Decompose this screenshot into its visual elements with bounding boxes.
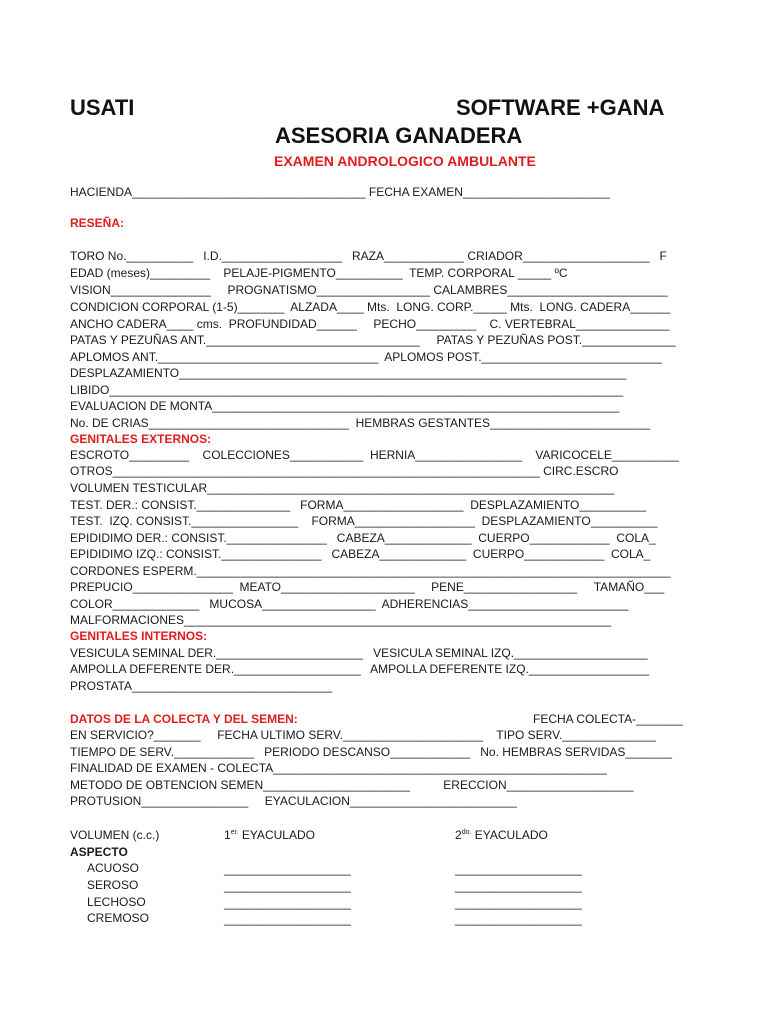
section-heading-resena: RESEÑA: [70,216,125,230]
form-line: VISION_______________ PROGNATISMO_________________ CALAMBRES________________________ [70,283,668,297]
form-line: EPIDIDIMO DER.: CONSIST._______________ CABEZA_____________ CUERPO____________ COLA_ [70,531,656,545]
form-line: PROSTATA______________________________ [70,679,333,693]
form-line: TIEMPO DE SERV.____________ PERIODO DESCANSO____________ No. HEMBRAS SERVIDAS_______ [70,745,673,759]
form-line: ANCHO CADERA____ cms. PROFUNDIDAD______ PECHO_________ C. VERTEBRAL______________ [70,317,670,331]
aspecto-blank-col2: ___________________ [455,912,582,926]
form-line: COLOR_____________ MUCOSA_________________ ADHERENCIAS________________________ [70,597,629,611]
col-header-primer-eyaculado: $1^{er.}$ EYACULADO [224,828,315,842]
form-line: METODO DE OBTENCION SEMEN______________________ ERECCION___________________ [70,778,634,792]
aspecto-row-label: ACUOSO [87,861,140,875]
hacienda-line: HACIENDA___________________________________ FECHA EXAMEN______________________ [70,185,610,199]
form-line: ESCROTO_________ COLECCIONES___________ HERNIA________________ VARICOCELE__________ [70,448,679,462]
aspecto-blank-col2: ___________________ [455,896,582,910]
form-line: VOLUMEN TESTICULAR_____________________________________________________________ [70,481,615,495]
form-line: PROTUSION________________ EYACULACION_________________________ [70,794,517,808]
page-subtitle: EXAMEN ANDROLOGICO AMBULANTE [274,153,536,169]
form-line: CONDICION CORPORAL (1-5)_______ ALZADA____ Mts. LONG. CORP._____ Mts. LONG. CADERA______ [70,300,671,314]
section-heading-genitales-externos: GENITALES EXTERNOS: [70,432,212,446]
form-line: LIBIDO_____________________________________________________________________________ [70,383,624,397]
aspecto-heading: ASPECTO [70,845,128,859]
form-line: PREPUCIO_______________ MEATO____________________ PENE_________________ TAMAÑO___ [70,580,665,594]
aspecto-blank-col1: ___________________ [224,879,351,893]
form-line: APLOMOS ANT._________________________________ APLOMOS POST.___________________________ [70,350,662,364]
fecha-colecta-field: FECHA COLECTA-_______ [533,712,683,726]
form-line: PATAS Y PEZUÑAS ANT.________________________________ PATAS Y PEZUÑAS POST.______________ [70,333,676,347]
aspecto-blank-col2: ___________________ [455,862,582,876]
section-heading-genitales-internos: GENITALES INTERNOS: [70,629,208,643]
aspecto-row-label: LECHOSO [87,895,146,909]
form-line: TEST. DER.: CONSIST.______________ FORMA__________________ DESPLAZAMIENTO__________ [70,498,647,512]
form-line: AMPOLLA DEFERENTE DER.___________________ AMPOLLA DEFERENTE IZQ.__________________ [70,662,650,676]
volumen-label: VOLUMEN (c.c.) [70,828,160,842]
page-title: ASESORIA GANADERA [275,123,523,148]
col-header-segundo-eyaculado: $2^{do.}$ EYACULADO [455,828,548,842]
form-line: OTROS________________________________________________________________ CIRC.ESCRO [70,464,619,478]
form-line: VESICULA SEMINAL DER.______________________ VESICULA SEMINAL IZQ.____________________ [70,646,648,660]
header-right-title: SOFTWARE +GANA [456,95,665,120]
form-line: EPIDIDIMO IZQ.: CONSIST._______________ CABEZA_____________ CUERPO____________ COLA_ [70,547,651,561]
form-line: EDAD (meses)_________ PELAJE-PIGMENTO__________ TEMP. CORPORAL _____ ºC [70,266,568,280]
form-line: CORDONES ESPERM._______________________________________________________________________ [70,564,671,578]
aspecto-blank-col2: ___________________ [455,879,582,893]
aspecto-blank-col1: ___________________ [224,912,351,926]
form-line: DESPLAZAMIENTO___________________________________________________________________ [70,366,627,380]
form-line: FINALIDAD DE EXAMEN - COLECTA__________________________________________________ [70,761,607,775]
aspecto-row-label: SEROSO [87,878,139,892]
form-line: EN SERVICIO?_______ FECHA ULTIMO SERV._____________________ TIPO SERV.______________ [70,728,656,742]
aspecto-blank-col1: ___________________ [224,862,351,876]
form-line: TORO No.__________ I.D.__________________ RAZA____________ CRIADOR___________________ F [70,249,667,263]
form-line: No. DE CRIAS______________________________ HEMBRAS GESTANTES________________________ [70,416,651,430]
header-left-title: USATI [70,95,135,120]
form-line: MALFORMACIONES________________________________________________________________ [70,613,612,627]
aspecto-blank-col1: ___________________ [224,896,351,910]
section-heading-colecta: DATOS DE LA COLECTA Y DEL SEMEN: [70,712,298,726]
aspecto-row-label: CREMOSO [87,911,150,925]
form-line: EVALUACION DE MONTA_____________________________________________________________ [70,399,620,413]
form-line: TEST. IZQ. CONSIST.________________ FORMA__________________ DESPLAZAMIENTO__________ [70,514,658,528]
